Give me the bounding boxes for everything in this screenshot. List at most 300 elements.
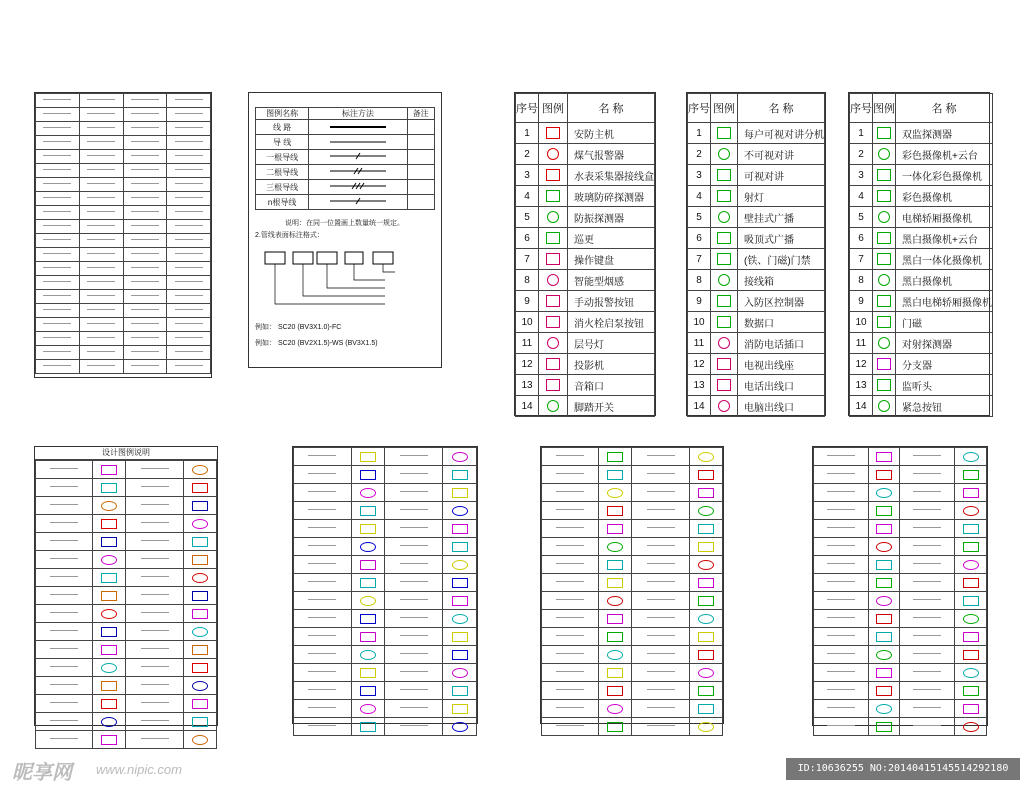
text-placeholder-line [131, 113, 159, 114]
text-placeholder-line [43, 309, 71, 310]
table-cell [36, 533, 93, 551]
table-cell [36, 150, 80, 164]
symbol-icon [452, 524, 468, 534]
table-row [36, 587, 217, 605]
symbol-icon [698, 524, 714, 534]
legend-symbol-icon [539, 396, 568, 417]
legend-row [516, 396, 655, 417]
legend-row [850, 396, 993, 417]
table-cell [900, 592, 955, 610]
text-placeholder-line [647, 455, 675, 456]
legend-symbol-icon [873, 354, 896, 375]
table-cell [900, 574, 955, 592]
legend-seq: 8 [850, 270, 873, 291]
text-placeholder-line [87, 281, 115, 282]
symbol-icon [101, 645, 117, 655]
legend-symbol-icon [711, 228, 738, 249]
legend-table-camera [848, 92, 990, 416]
symbol-icon [607, 632, 623, 642]
symbol-icon [192, 609, 208, 619]
table-row [814, 664, 987, 682]
legend-symbol-icon [873, 375, 896, 396]
table-row [36, 164, 211, 178]
table-row [814, 574, 987, 592]
symbol-icon [452, 632, 468, 642]
symbol-icon [360, 488, 376, 498]
table-row [294, 574, 477, 592]
legend-symbol-icon [873, 228, 896, 249]
legend-row [516, 354, 655, 375]
table-cell [79, 122, 123, 136]
legend-name: 一体化彩色摄像机 [896, 165, 993, 186]
table-cell [351, 682, 385, 700]
table-cell [599, 520, 632, 538]
table-cell [79, 164, 123, 178]
text-placeholder-line [131, 253, 159, 254]
symbol-icon [546, 232, 560, 244]
table-cell [689, 502, 722, 520]
legend-row [516, 291, 655, 312]
wiring-header-name: 图例名称 [256, 108, 309, 120]
table-cell [632, 502, 689, 520]
text-placeholder-line [87, 225, 115, 226]
legend-name: 电视出线座 [738, 354, 825, 375]
table-cell [868, 484, 900, 502]
symbol-icon [452, 470, 468, 480]
table-cell [167, 248, 211, 262]
text-placeholder-line [43, 225, 71, 226]
wiring-row: 一根导线 [256, 150, 309, 165]
symbol-icon [876, 632, 892, 642]
table-cell [36, 122, 80, 136]
symbol-icon [607, 452, 623, 462]
text-placeholder-line [308, 707, 336, 708]
legend-symbol-icon [539, 123, 568, 144]
table-cell [294, 628, 352, 646]
text-placeholder-line [647, 707, 675, 708]
symbol-icon [101, 735, 117, 745]
symbol-icon [546, 379, 560, 391]
symbol-icon [877, 169, 891, 181]
table-cell [36, 659, 93, 677]
text-placeholder-line [141, 630, 169, 631]
symbol-icon [963, 560, 979, 570]
table-cell [167, 164, 211, 178]
symbol-icon [547, 337, 559, 349]
table-cell [385, 682, 443, 700]
table-cell [955, 520, 987, 538]
legend-name: 手动报警按钮 [568, 291, 655, 312]
legend-seq: 12 [688, 354, 711, 375]
text-placeholder-line [827, 473, 855, 474]
table-cell [123, 94, 167, 108]
text-placeholder-line [175, 281, 203, 282]
table-cell [689, 700, 722, 718]
symbol-icon [101, 699, 117, 709]
table-cell [294, 664, 352, 682]
table-cell [955, 484, 987, 502]
table-cell [167, 108, 211, 122]
table-cell [36, 206, 80, 220]
table-cell [123, 360, 167, 374]
text-placeholder-line [913, 491, 941, 492]
text-placeholder-line [556, 707, 584, 708]
text-placeholder-line [913, 527, 941, 528]
legend-name: 音箱口 [568, 375, 655, 396]
text-placeholder-line [131, 239, 159, 240]
table-row [294, 682, 477, 700]
symbol-icon [360, 596, 376, 606]
legend-row [688, 396, 825, 417]
table-row [36, 304, 211, 318]
table-cell [689, 628, 722, 646]
symbol-icon [546, 316, 560, 328]
legend-name: 黑白摄像机+云台 [896, 228, 993, 249]
text-placeholder-line [87, 267, 115, 268]
table-cell [443, 466, 477, 484]
table-cell [183, 623, 216, 641]
table-cell [814, 574, 869, 592]
symbol-icon [698, 650, 714, 660]
table-cell [955, 538, 987, 556]
text-placeholder-line [87, 365, 115, 366]
legend-row [516, 333, 655, 354]
text-placeholder-line [400, 527, 428, 528]
table-row [814, 646, 987, 664]
symbol-icon [607, 560, 623, 570]
table-cell [385, 556, 443, 574]
legend-name: 防振探测器 [568, 207, 655, 228]
table-row [542, 484, 723, 502]
table-cell [79, 304, 123, 318]
text-placeholder-line [400, 653, 428, 654]
table-row [36, 108, 211, 122]
text-placeholder-line [87, 99, 115, 100]
table-row [36, 533, 217, 551]
symbol-icon [452, 506, 468, 516]
table-row [294, 556, 477, 574]
symbol-icon [963, 704, 979, 714]
table-cell [126, 533, 183, 551]
legend-symbol-icon [711, 291, 738, 312]
symbol-icon [452, 722, 468, 732]
legend-name: 脚踏开关 [568, 396, 655, 417]
table-row [294, 502, 477, 520]
legend-seq: 5 [516, 207, 539, 228]
table-cell [689, 664, 722, 682]
text-placeholder-line [87, 295, 115, 296]
symbol-icon [698, 686, 714, 696]
wiring-example-2: 例如： SC20 (BV2X1.5)-WS (BV3X1.5) [255, 340, 378, 347]
table-cell [385, 628, 443, 646]
symbol-icon [607, 524, 623, 534]
text-placeholder-line [175, 267, 203, 268]
legend-seq: 10 [688, 312, 711, 333]
table-cell [599, 592, 632, 610]
text-placeholder-line [827, 545, 855, 546]
legend-row [850, 144, 993, 165]
table-cell [36, 290, 80, 304]
legend-symbol-icon [539, 312, 568, 333]
symbol-icon [876, 488, 892, 498]
table-cell [79, 234, 123, 248]
table-cell [632, 592, 689, 610]
legend-header-icon: 图例 [873, 94, 896, 123]
symbol-icon [963, 668, 979, 678]
text-placeholder-line [50, 738, 78, 739]
symbol-icon [876, 596, 892, 606]
legend-seq: 3 [516, 165, 539, 186]
symbol-icon [717, 379, 731, 391]
table-cell [689, 448, 722, 466]
legend-symbol-icon [539, 270, 568, 291]
table-cell [868, 520, 900, 538]
text-placeholder-line [175, 225, 203, 226]
legend-symbol-icon [873, 249, 896, 270]
table-cell [183, 659, 216, 677]
table-cell [814, 664, 869, 682]
table-cell [36, 479, 93, 497]
sheet-symbol-legend-2 [292, 446, 478, 724]
table-cell [36, 178, 80, 192]
legend-symbol-icon [539, 333, 568, 354]
table-row [542, 718, 723, 736]
text-placeholder-line [400, 581, 428, 582]
text-placeholder-line [87, 141, 115, 142]
table-row [814, 520, 987, 538]
legend-row [516, 207, 655, 228]
symbol-icon [698, 704, 714, 714]
table-cell [900, 718, 955, 736]
text-placeholder-line [131, 365, 159, 366]
legend-symbol-icon [711, 396, 738, 417]
text-placeholder-line [50, 630, 78, 631]
legend-seq: 1 [850, 123, 873, 144]
text-placeholder-line [43, 365, 71, 366]
symbol-icon [963, 632, 979, 642]
table-cell [443, 538, 477, 556]
symbol-icon [192, 483, 208, 493]
table-cell [868, 682, 900, 700]
table-cell [814, 610, 869, 628]
text-placeholder-line [308, 491, 336, 492]
table-cell [632, 718, 689, 736]
text-placeholder-line [308, 455, 336, 456]
legend-seq: 7 [516, 249, 539, 270]
legend-header-icon: 图例 [539, 94, 568, 123]
legend-row [850, 354, 993, 375]
table-cell [814, 718, 869, 736]
legend-seq: 14 [516, 396, 539, 417]
table-row [814, 592, 987, 610]
legend-name: 智能型烟感 [568, 270, 655, 291]
table-cell [955, 574, 987, 592]
table-cell [126, 695, 183, 713]
table-cell [599, 682, 632, 700]
table-cell [385, 664, 443, 682]
symbol-icon [101, 519, 117, 529]
symbol-icon [607, 506, 623, 516]
symbol-icon [963, 470, 979, 480]
table-cell [79, 150, 123, 164]
table-row [36, 136, 211, 150]
legend-seq: 9 [516, 291, 539, 312]
symbol-icon [546, 253, 560, 265]
table-row [36, 605, 217, 623]
text-placeholder-line [827, 581, 855, 582]
table-cell [93, 623, 126, 641]
legend-symbol-icon [711, 144, 738, 165]
legend-row [688, 312, 825, 333]
table-cell [123, 304, 167, 318]
text-placeholder-line [827, 491, 855, 492]
legend-row [516, 270, 655, 291]
table-cell [123, 150, 167, 164]
text-placeholder-line [913, 689, 941, 690]
symbol-icon [360, 524, 376, 534]
table-cell [294, 466, 352, 484]
symbol-icon [360, 578, 376, 588]
text-placeholder-line [131, 183, 159, 184]
text-placeholder-line [43, 169, 71, 170]
legend-symbol-icon [539, 144, 568, 165]
text-placeholder-line [913, 617, 941, 618]
text-placeholder-line [87, 169, 115, 170]
table-cell [351, 646, 385, 664]
text-placeholder-line [87, 239, 115, 240]
table-cell [294, 574, 352, 592]
table-cell [868, 574, 900, 592]
table-cell [123, 318, 167, 332]
text-placeholder-line [50, 486, 78, 487]
symbol-icon [698, 614, 714, 624]
symbol-icon [192, 717, 208, 727]
wiring-header-note: 备注 [407, 108, 434, 120]
table-cell [542, 628, 599, 646]
table-cell [955, 664, 987, 682]
symbol-icon [876, 506, 892, 516]
text-placeholder-line [87, 323, 115, 324]
text-placeholder-line [87, 127, 115, 128]
table-row [294, 718, 477, 736]
table-cell [868, 664, 900, 682]
table-row [36, 276, 211, 290]
table-cell [183, 641, 216, 659]
table-cell [126, 515, 183, 533]
table-row [294, 538, 477, 556]
table-cell [689, 484, 722, 502]
legend-row [850, 228, 993, 249]
table-row [542, 574, 723, 592]
symbol-icon [546, 127, 560, 139]
design-legend-title: 设计图例说明 [35, 447, 217, 460]
table-cell [36, 220, 80, 234]
symbol-icon [192, 501, 208, 511]
legend-name: 操作键盘 [568, 249, 655, 270]
table-row [294, 700, 477, 718]
table-cell [351, 520, 385, 538]
text-placeholder-line [175, 351, 203, 352]
symbol-icon [717, 127, 731, 139]
text-placeholder-line [50, 576, 78, 577]
symbol-icon [876, 470, 892, 480]
symbol-icon [192, 645, 208, 655]
text-placeholder-line [141, 486, 169, 487]
text-placeholder-line [827, 563, 855, 564]
table-cell [294, 502, 352, 520]
table-row [36, 360, 211, 374]
text-placeholder-line [43, 155, 71, 156]
symbol-icon [698, 632, 714, 642]
text-placeholder-line [400, 725, 428, 726]
table-cell [93, 497, 126, 515]
legend-name: 监听头 [896, 375, 993, 396]
table-cell [167, 94, 211, 108]
symbol-icon [878, 148, 890, 160]
text-placeholder-line [913, 671, 941, 672]
text-placeholder-line [308, 563, 336, 564]
table-cell [167, 136, 211, 150]
table-cell [126, 605, 183, 623]
symbol-icon [546, 169, 560, 181]
table-row [36, 695, 217, 713]
wiring-row: 二根导线 [256, 165, 309, 180]
legend-symbol-icon [711, 123, 738, 144]
legend-seq: 8 [516, 270, 539, 291]
table-cell [443, 592, 477, 610]
symbol-icon [698, 452, 714, 462]
table-cell [689, 556, 722, 574]
text-placeholder-line [827, 527, 855, 528]
legend-row [688, 207, 825, 228]
symbol-icon [192, 465, 208, 475]
legend-row [516, 375, 655, 396]
table-row [36, 515, 217, 533]
table-row [814, 556, 987, 574]
text-placeholder-line [87, 253, 115, 254]
table-cell [385, 610, 443, 628]
table-cell [294, 538, 352, 556]
text-placeholder-line [43, 99, 71, 100]
symbol-icon [101, 663, 117, 673]
table-cell [126, 551, 183, 569]
text-placeholder-line [400, 491, 428, 492]
sheet-symbol-legend-4 [812, 446, 988, 726]
table-cell [126, 713, 183, 731]
text-placeholder-line [43, 323, 71, 324]
text-placeholder-line [827, 635, 855, 636]
symbol-icon [452, 668, 468, 678]
text-placeholder-line [400, 455, 428, 456]
table-cell [123, 178, 167, 192]
table-cell [123, 164, 167, 178]
legend-symbol-icon [873, 144, 896, 165]
symbol-icon [360, 722, 376, 732]
table-cell [36, 234, 80, 248]
legend-row [516, 165, 655, 186]
legend-name: 数据口 [738, 312, 825, 333]
table-cell [36, 360, 80, 374]
symbol-icon [877, 358, 891, 370]
table-cell [632, 700, 689, 718]
symbol-icon [607, 722, 623, 732]
symbol-icon [101, 681, 117, 691]
table-cell [36, 551, 93, 569]
text-placeholder-line [913, 563, 941, 564]
table-cell [123, 136, 167, 150]
legend-seq: 6 [850, 228, 873, 249]
table-cell [93, 677, 126, 695]
